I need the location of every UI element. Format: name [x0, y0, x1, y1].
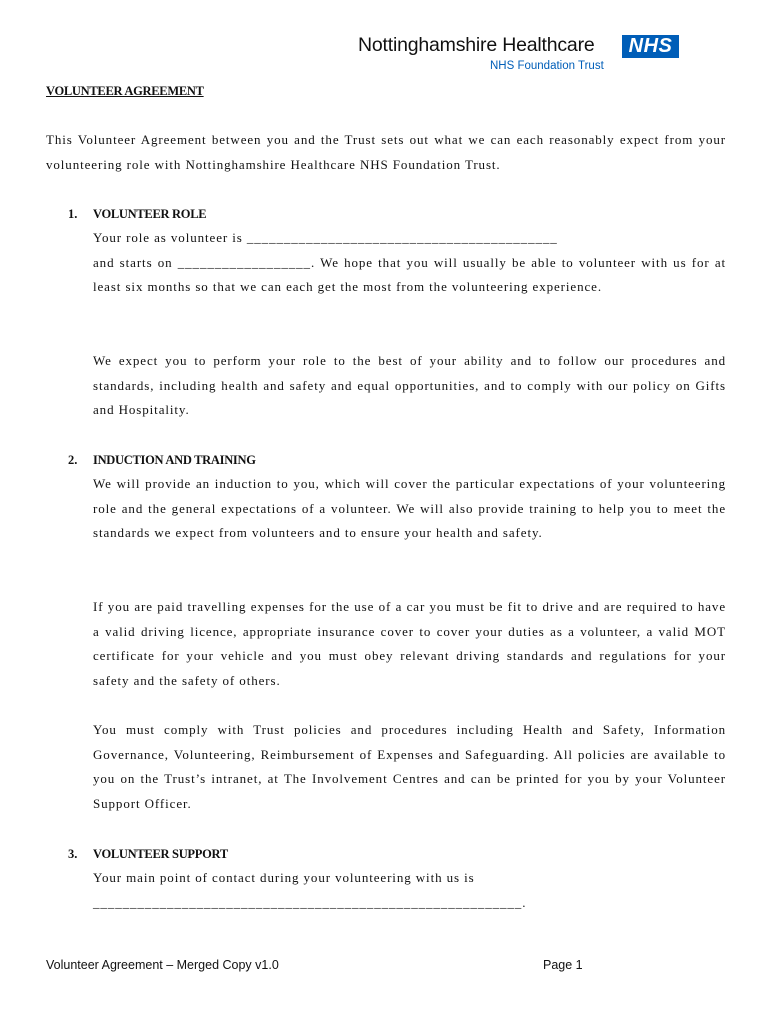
contact-blank-line: __________________________________________________________. — [93, 894, 527, 910]
section-1-body — [93, 226, 726, 300]
org-name: Nottinghamshire Healthcare — [358, 34, 595, 56]
section-1-paragraph-2: We expect you to perform your role to the best of your ability and to follow our procedures and standards, including health and safety and equal opportunities, and to comply with our policy on Gifts and Hospitality. — [93, 353, 726, 418]
contact-line: Your main point of contact during your volunteering with us is — [93, 870, 475, 885]
intro-paragraph: This Volunteer Agreement between you and the Trust sets out what we can each reasonably expect from your volunteering role with Nottinghamshire Healthcare NHS Foundation Trust. — [46, 132, 726, 172]
section-2-paragraph-2: If you are paid travelling expenses for the use of a car you must be fit to drive and are required to have a valid driving licence, appropriate insurance cover to cover your duties as a volunteer, a valid MOT certificate for your vehicle and you must obey relevant driving standards and regulations for your safety and the safety of others. — [93, 599, 726, 688]
section-1-number: 1. — [68, 207, 78, 221]
section-2-paragraph-1: We will provide an induction to you, which will cover the particular expectations of your volunteering role and the general expectations of a volunteer. We will also provide training to help you to meet the standards we expect from volunteers and to ensure your health and safety. — [93, 476, 726, 541]
footer-document-name: Volunteer Agreement – Merged Copy v1.0 — [46, 958, 279, 972]
section-2-paragraph-3: You must comply with Trust policies and procedures including Health and Safety, Information Governance, Volunteering, Reimbursement of Expenses and Safeguarding. All policies are available to you on the Trust’s intranet, at The Involvement Centres and can be printed for you by your Volunteer Support Officer. — [93, 722, 726, 811]
role-line: Your role as volunteer is __________________________________________ — [93, 230, 558, 245]
start-paragraph: and starts on __________________. We hope that you will usually be able to volunteer with us for at least six months so that we can each get the most from the volunteering experience. — [93, 254, 726, 295]
section-3-title: VOLUNTEER SUPPORT — [93, 847, 228, 861]
section-1-title: VOLUNTEER ROLE — [93, 207, 207, 221]
footer-page-number: Page 1 — [543, 958, 583, 972]
section-3-body — [93, 866, 726, 915]
nhs-badge: NHS — [622, 35, 679, 58]
document-title: VOLUNTEER AGREEMENT — [46, 84, 204, 98]
section-2-title: INDUCTION AND TRAINING — [93, 453, 256, 467]
org-subtitle: NHS Foundation Trust — [490, 60, 604, 72]
section-2-number: 2. — [68, 453, 78, 467]
section-3-number: 3. — [68, 847, 78, 861]
nhs-trust-logo — [358, 34, 688, 76]
